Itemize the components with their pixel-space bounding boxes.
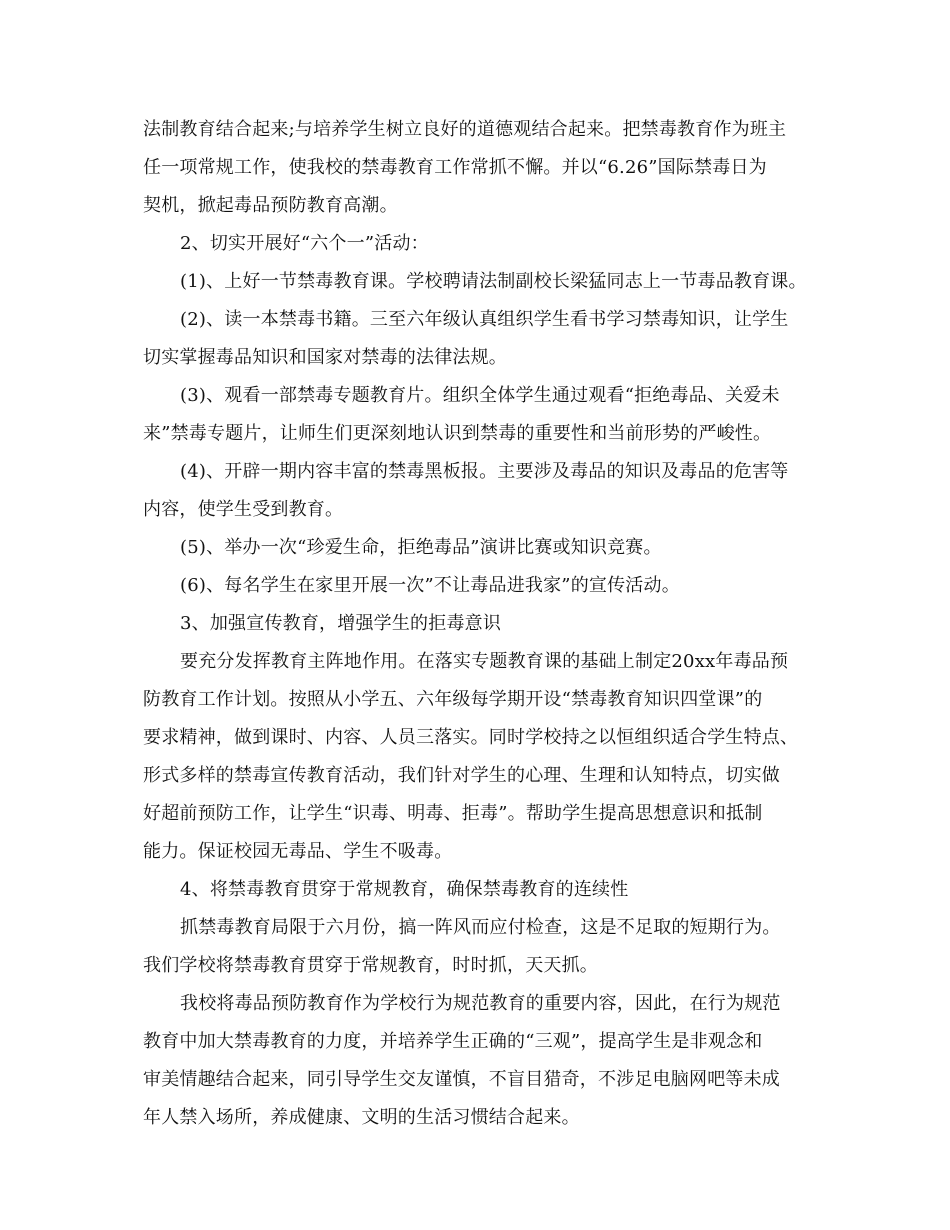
paragraph-start: 抓禁毒教育局限于六月份，搞一阵风而应付检查，这是不足取的短期行为。 <box>180 917 781 938</box>
text-line: 切实掌握毒品知识和国家对禁毒的法律法规。 <box>143 347 507 368</box>
text-line: 好超前预防工作，让学生“识毒、明毒、拒毒”。帮助学生提高思想意识和抵制 <box>143 803 763 824</box>
text-line: 年人禁入场所，养成健康、文明的生活习惯结合起来。 <box>143 1107 580 1128</box>
text-line: 契机，掀起毒品预防教育高潮。 <box>143 195 398 216</box>
list-item: (4)、开辟一期内容丰富的禁毒黑板报。主要涉及毒品的知识及毒品的危害等 <box>180 461 789 482</box>
paragraph-start: 要充分发挥教育主阵地作用。在落实专题教育课的基础上制定20xx年毒品预 <box>180 651 789 672</box>
section-heading: 2、切实开展好“六个一”活动： <box>180 233 429 254</box>
text-line: 形式多样的禁毒宣传教育活动，我们针对学生的心理、生理和认知特点，切实做 <box>143 765 780 786</box>
text-line: 防教育工作计划。按照从小学五、六年级每学期开设“禁毒教育知识四堂课”的 <box>143 689 763 710</box>
document-body <box>143 111 823 1137</box>
text-line: 法制教育结合起来;与培养学生树立良好的道德观结合起来。把禁毒教育作为班主 <box>143 119 787 140</box>
list-item: (5)、举办一次“珍爱生命，拒绝毒品”演讲比赛或知识竞赛。 <box>180 537 662 558</box>
paragraph-start: 我校将毒品预防教育作为学校行为规范教育的重要内容，因此，在行为规范 <box>180 993 781 1014</box>
text-line: 来”禁毒专题片，让师生们更深刻地认识到禁毒的重要性和当前形势的严峻性。 <box>143 423 772 444</box>
section-heading: 4、将禁毒教育贯穿于常规教育，确保禁毒教育的连续性 <box>180 879 629 900</box>
list-item: (1)、上好一节禁毒教育课。学校聘请法制副校长梁猛同志上一节毒品教育课。 <box>180 271 807 292</box>
text-line: 审美情趣结合起来，同引导学生交友谨慎，不盲目猎奇，不涉足电脑网吧等未成 <box>143 1069 780 1090</box>
text-line: 我们学校将禁毒教育贯穿于常规教育，时时抓，天天抓。 <box>143 955 598 976</box>
text-line: 任一项常规工作，使我校的禁毒教育工作常抓不懈。并以“6.26”国际禁毒日为 <box>143 157 767 178</box>
list-item: (6)、每名学生在家里开展一次”不让毒品进我家”的宣传活动。 <box>180 575 680 596</box>
text-line: 要求精神，做到课时、内容、人员三落实。同时学校持之以恒组织适合学生特点、 <box>143 727 799 748</box>
list-item: (2)、读一本禁毒书籍。三至六年级认真组织学生看书学习禁毒知识，让学生 <box>180 309 789 330</box>
text-line: 能力。保证校园无毒品、学生不吸毒。 <box>143 841 453 862</box>
text-line: 教育中加大禁毒教育的力度，并培养学生正确的“三观”，提高学生是非观念和 <box>143 1031 763 1052</box>
list-item: (3)、观看一部禁毒专题教育片。组织全体学生通过观看“拒绝毒品、关爱未 <box>180 385 780 406</box>
text-line: 内容，使学生受到教育。 <box>143 499 344 520</box>
section-heading: 3、加强宣传教育，增强学生的拒毒意识 <box>180 613 502 634</box>
